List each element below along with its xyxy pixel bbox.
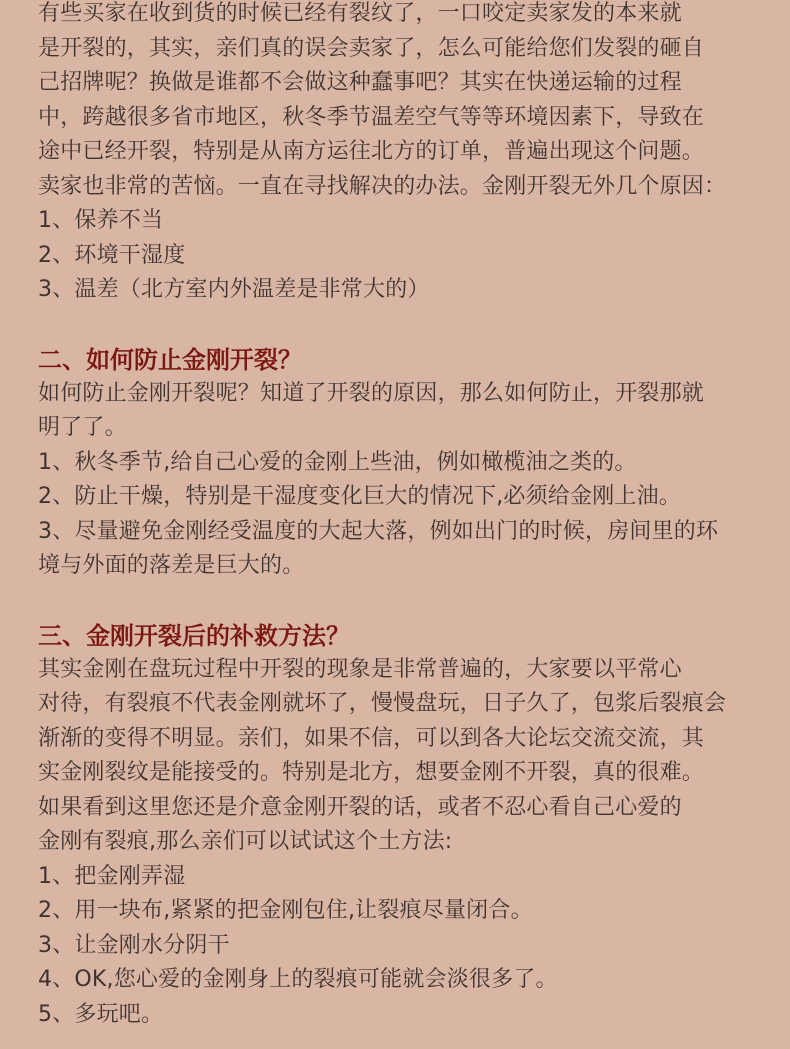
list-item: 1、把金刚弄湿 [38,863,186,889]
paragraph-line: 中，跨越很多省市地区，秋冬季节温差空气等等环境因素下，导致在 [38,104,705,130]
paragraph-line: 境与外面的落差是巨大的。 [38,553,305,578]
list-item: 2、环境干湿度 [38,242,186,268]
section-remedy [38,619,760,1033]
list-item: 3、让金刚水分阴干 [38,932,230,958]
section-prevention [38,343,760,584]
paragraph-line: 如果看到这里您还是介意金刚开裂的话，或者不忍心看自己心爱的 [38,794,682,820]
list-item: 3、尽量避免金刚经受温度的大起大落，例如出门的时候，房间里的环 [38,518,719,544]
paragraph-line: 金刚有裂痕,那么亲们可以试试这个土方法: [38,829,453,854]
paragraph-line: 己招牌呢？换做是谁都不会做这种蠢事吧？其实在快递运输的过程 [38,70,682,95]
paragraph-line: 途中已经开裂，特别是从南方运往北方的订单，普遍出现这个问题。 [38,139,705,164]
section-heading: 三、金刚开裂后的补救方法？ [38,621,350,650]
list-item: 3、温差（北方室内外温差是非常大的） [38,277,430,302]
list-item: 2、防止干燥，特别是干湿度变化巨大的情况下,必须给金刚上油。 [38,484,681,509]
paragraph-line: 对待，有裂痕不代表金刚就坏了，慢慢盘玩，日子久了，包浆后裂痕会 [38,691,727,716]
paragraph-line: 实金刚裂纹是能接受的。特别是北方，想要金刚不开裂，真的很难。 [38,760,705,785]
paragraph-line: 有些买家在收到货的时候已经有裂纹了，一口咬定卖家发的本来就 [38,1,682,26]
paragraph-line: 卖家也非常的苦恼。一直在寻找解决的办法。金刚开裂无外几个原因： [38,173,727,199]
paragraph-line: 是开裂的，其实，亲们真的误会卖家了，怎么可能给您们发裂的砸自 [38,35,705,61]
paragraph-line: 如何防止金刚开裂呢？知道了开裂的原因，那么如何防止，开裂那就 [38,380,705,406]
paragraph-line: 明了了。 [38,415,127,440]
paragraph-line: 渐渐的变得不明显。亲们，如果不信，可以到各大论坛交流交流，其 [38,725,705,751]
list-item: 1、秋冬季节,给自己心爱的金刚上些油，例如橄榄油之类的。 [38,449,637,475]
list-item: 1、保养不当 [38,208,164,233]
list-item: 2、用一块布,紧紧的把金刚包住,让裂痕尽量闭合。 [38,898,533,923]
list-item: 5、多玩吧。 [38,1001,164,1027]
section-heading: 二、如何防止金刚开裂？ [38,345,302,374]
section-intro [38,0,760,308]
list-item: 4、OK,您心爱的金刚身上的裂痕可能就会淡很多了。 [38,967,558,992]
paragraph-line: 其实金刚在盘玩过程中开裂的现象是非常普遍的，大家要以平常心 [38,656,682,682]
